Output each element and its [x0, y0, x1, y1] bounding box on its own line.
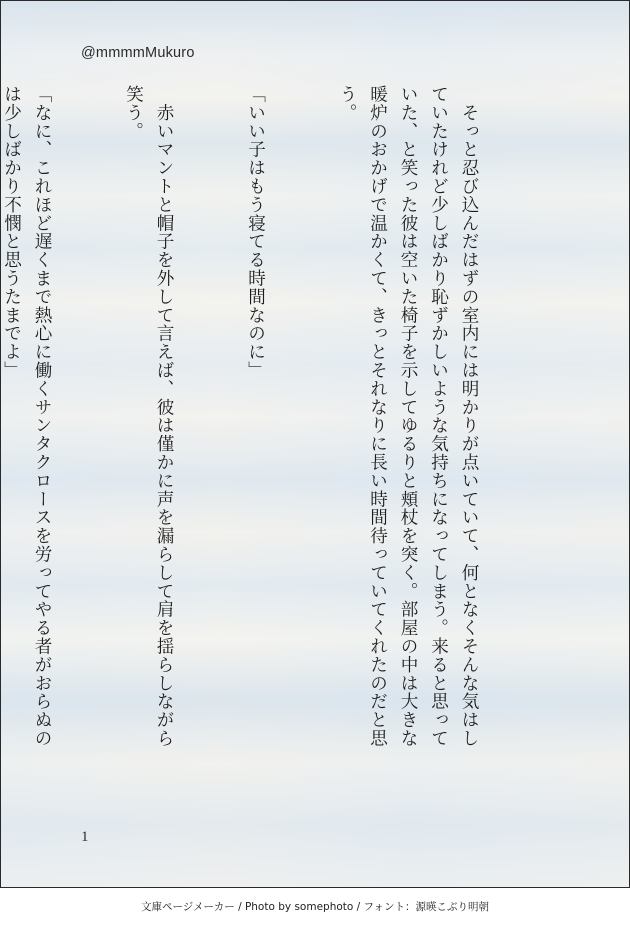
- vertical-body-text: [0, 85, 545, 805]
- paragraph: そっと忍び込んだはずの室内には明かりが点いていて、何となくそんな気はし ていたけれど少しばかり恥ずかしいような気持ちになってしまう。来ると思って いた、と笑った彼は空いた椅子を示してゆるりと頬杖を突く。部屋の中は大きな 暖炉のおかげで温かくて、きっとそれなりに長い時間待っていてくれたのだと思 う。: [337, 85, 479, 748]
- paragraph: 赤いマントと帽子を外して言えば、彼は僅かに声を漏らして肩を揺らしながら 笑う。: [123, 85, 174, 748]
- author-handle: @mmmmMukuro: [81, 45, 195, 61]
- paragraph: 「いい子はもう寝てる時間なのに」: [245, 85, 266, 380]
- credit-footer: 文庫ページメーカー / Photo by somephoto / フォント：源暎こぶり明朝: [140, 901, 490, 913]
- page-number: 1: [81, 829, 89, 845]
- paragraph: 「なに、これほど遅くまで熱心に働くサンタクロースを労ってやる者がおらぬの は少しばかり不憫と思うたまでよ」: [1, 85, 52, 748]
